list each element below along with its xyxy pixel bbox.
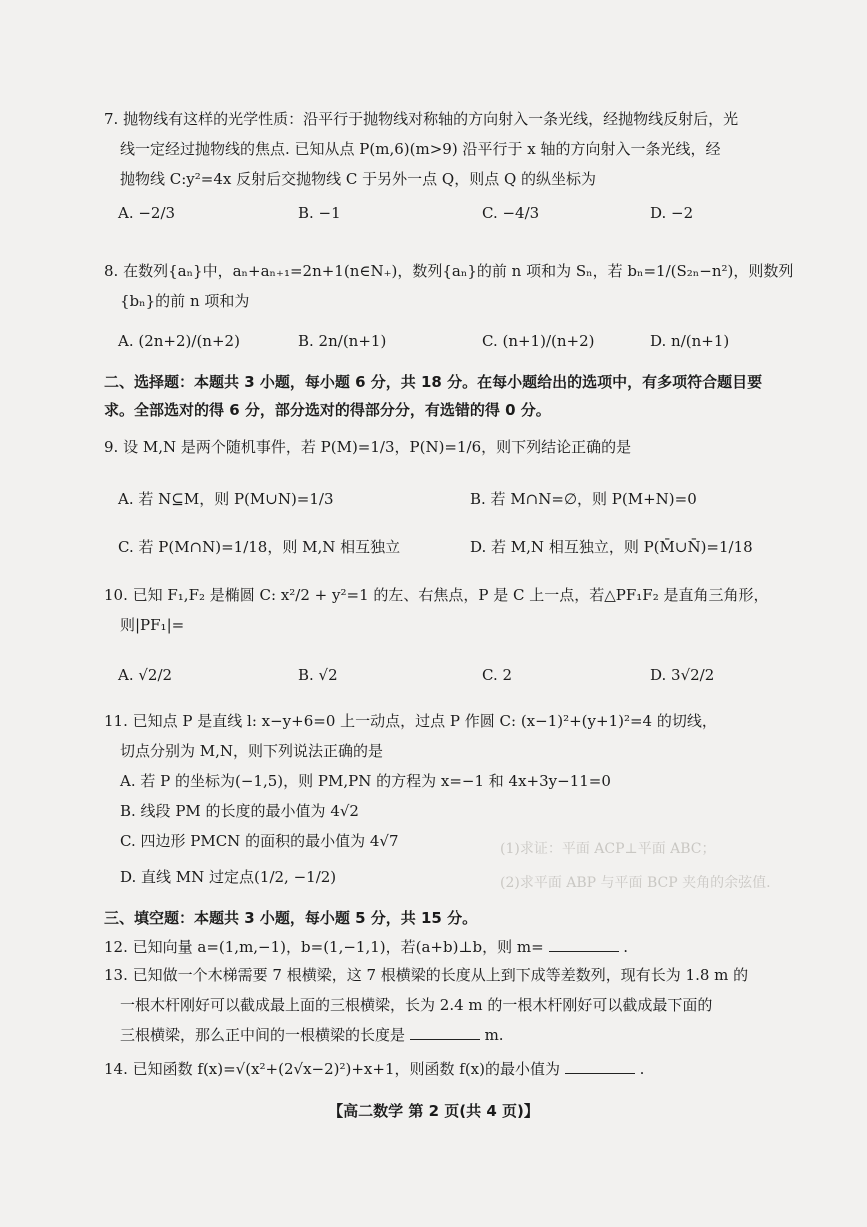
question-10 <box>104 580 794 640</box>
question-tail: . <box>639 1060 645 1078</box>
question-tail: m. <box>484 1026 504 1044</box>
section-2-heading <box>104 368 794 424</box>
question-text: 线一定经过抛物线的焦点. 已知从点 P(m,6)(m>9) 沿平行于 x 轴的方向射入一条光线，经 <box>120 140 721 158</box>
bleed-text: (2)求平面 ABP 与平面 BCP 夹角的余弦值. <box>500 875 771 891</box>
option-b: B. √2 <box>298 666 338 684</box>
option-c: C. (n+1)/(n+2) <box>482 332 595 350</box>
option-d: D. 直线 MN 过定点(1/2, −1/2) <box>120 868 337 886</box>
option-d: D. 3√2/2 <box>650 666 715 684</box>
question-text: 一根木杆刚好可以截成最上面的三根横梁，长为 2.4 m 的一根木杆刚好可以截成最下面的 <box>120 996 713 1014</box>
question-text: 12. 已知向量 a=(1,m,−1)，b=(1,−1,1)，若(a+b)⊥b，则 m= <box>104 938 544 956</box>
option-a: A. 若 P 的坐标为(−1,5)，则 PM,PN 的方程为 x=−1 和 4x+3y−11=0 <box>120 772 611 790</box>
question-text: 13. 已知做一个木梯需要 7 根横梁，这 7 根横梁的长度从上到下成等差数列，现有长为 1.8 m 的 <box>104 966 749 984</box>
section-text: 求。全部选对的得 6 分，部分选对的得部分分，有选错的得 0 分。 <box>104 401 551 419</box>
question-text: 10. 已知 F₁,F₂ 是椭圆 C: x²/2 + y²=1 的左、右焦点，P 是 C 上一点，若△PF₁F₂ 是直角三角形， <box>104 586 769 604</box>
option-b: B. 若 M∩N=∅，则 P(M+N)=0 <box>470 490 697 508</box>
option-d: D. −2 <box>650 204 694 222</box>
bleed-text: (1)求证：平面 ACP⊥平面 ABC； <box>500 841 716 857</box>
question-9-options-row1 <box>118 488 798 528</box>
question-text: 7. 抛物线有这样的光学性质：沿平行于抛物线对称轴的方向射入一条光线，经抛物线反射后，光 <box>104 110 739 128</box>
question-text: 抛物线 C:y²=4x 反射后交抛物线 C 于另外一点 Q，则点 Q 的纵坐标为 <box>120 170 597 188</box>
question-8-options <box>118 330 798 370</box>
question-text: 14. 已知函数 f(x)=√(x²+(2√x−2)²)+x+1，则函数 f(x)的最小值为 <box>104 1060 560 1078</box>
option-a: A. (2n+2)/(n+2) <box>118 332 240 350</box>
section-3-heading <box>104 904 794 932</box>
question-8 <box>104 256 794 316</box>
option-c: C. −4/3 <box>482 204 540 222</box>
section-text: 二、选择题：本题共 3 小题，每小题 6 分，共 18 分。在每小题给出的选项中，有多项符合题目要 <box>104 373 763 391</box>
question-9 <box>104 432 794 462</box>
option-c: C. 若 P(M∩N)=1/18，则 M,N 相互独立 <box>118 538 401 556</box>
question-text: 切点分别为 M,N，则下列说法正确的是 <box>120 742 384 760</box>
question-tail: . <box>623 938 629 956</box>
option-b: B. 线段 PM 的长度的最小值为 4√2 <box>120 802 359 820</box>
section-text: 三、填空题：本题共 3 小题，每小题 5 分，共 15 分。 <box>104 909 478 927</box>
question-text: 11. 已知点 P 是直线 l: x−y+6=0 上一动点，过点 P 作圆 C: (x−1)²+(y+1)²=4 的切线， <box>104 712 717 730</box>
option-b: B. 2n/(n+1) <box>298 332 387 350</box>
question-text: 则|PF₁|= <box>120 616 185 634</box>
option-d: D. 若 M,N 相互独立，则 P(M̄∪N̄)=1/18 <box>470 538 753 556</box>
question-11 <box>104 706 794 892</box>
question-text: {bₙ}的前 n 项和为 <box>120 292 250 310</box>
question-13 <box>104 960 794 1050</box>
option-d: D. n/(n+1) <box>650 332 730 350</box>
question-text: 8. 在数列{aₙ}中，aₙ+aₙ₊₁=2n+1(n∈N₊)，数列{aₙ}的前 n 项和为 Sₙ，若 bₙ=1/(S₂ₙ−n²)，则数列 <box>104 262 794 280</box>
option-b: B. −1 <box>298 204 341 222</box>
question-text: 9. 设 M,N 是两个随机事件，若 P(M)=1/3，P(N)=1/6，则下列结论正确的是 <box>104 438 632 456</box>
option-a: A. √2/2 <box>118 666 173 684</box>
question-9-options-row2 <box>118 536 798 576</box>
option-c: C. 四边形 PMCN 的面积的最小值为 4√7 <box>120 832 399 850</box>
question-10-options <box>118 664 798 704</box>
answer-blank[interactable] <box>549 935 619 952</box>
question-text: 三根横梁，那么正中间的一根横梁的长度是 <box>120 1026 406 1044</box>
question-14 <box>104 1054 794 1084</box>
answer-blank[interactable] <box>565 1057 635 1074</box>
option-a: A. −2/3 <box>118 204 176 222</box>
option-c: C. 2 <box>482 666 513 684</box>
question-7-options <box>118 202 798 242</box>
page-footer: 【高二数学 第 2 页(共 4 页)】 <box>328 1102 539 1120</box>
question-7 <box>104 104 794 194</box>
question-12 <box>104 932 794 962</box>
option-a: A. 若 N⊆M，则 P(M∪N)=1/3 <box>118 490 334 508</box>
answer-blank[interactable] <box>410 1023 480 1040</box>
